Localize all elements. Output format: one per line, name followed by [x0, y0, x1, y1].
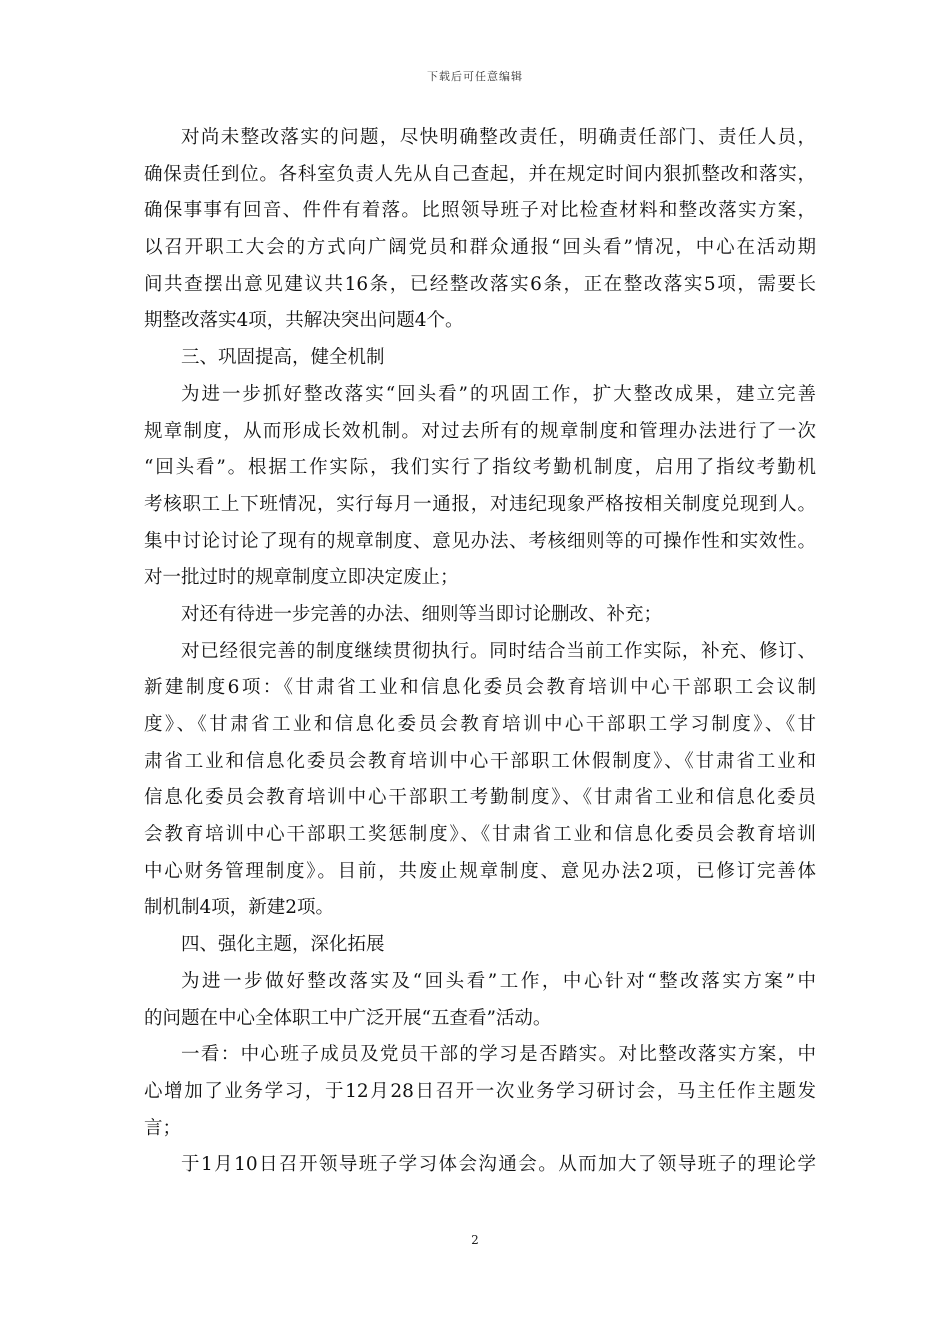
text-line: 对尚未整改落实的问题，尽快明确整改责任，明确责任部门、责任人员， — [181, 127, 816, 148]
text-line: 确保事事有回音、件件有着落。比照领导班子对比检查材料和整改落实方案， — [144, 200, 816, 222]
text-line: “回头看”。根据工作实际，我们实行了指纹考勤机制度，启用了指纹考勤机 — [144, 457, 816, 479]
text-line: 间共查摆出意见建议共16条，已经整改落实6条，正在整改落实5项，需要长 — [144, 273, 816, 295]
text-line: 信息化委员会教育培训中心干部职工考勤制度》、《甘肃省工业和信息化委员 — [144, 787, 816, 809]
text-line: 肃省工业和信息化委员会教育培训中心干部职工休假制度》、《甘肃省工业和 — [144, 750, 816, 772]
section-heading: 三、巩固提高，健全机制 — [181, 347, 385, 369]
text-line: 考核职工上下班情况，实行每月一通报，对违纪现象严格按相关制度兑现到人。 — [144, 493, 816, 515]
text-line: 期整改落实4项，共解决突出问题4个。 — [144, 310, 464, 332]
text-line: 一看：中心班子成员及党员干部的学习是否踏实。对比整改落实方案，中 — [181, 1044, 816, 1066]
text-line: 为进一步做好整改落实及“回头看”工作，中心针对“整改落实方案”中 — [181, 970, 816, 992]
body-text — [144, 120, 816, 1184]
text-line: 制机制4项，新建2项。 — [144, 897, 335, 919]
text-line: 对已经很完善的制度继续贯彻执行。同时结合当前工作实际，补充、修订、 — [181, 640, 816, 662]
text-line: 集中讨论讨论了现有的规章制度、意见办法、考核细则等的可操作性和实效性。 — [144, 530, 816, 552]
page-number: 2 — [471, 1233, 479, 1247]
page-header: 下载后可任意编辑 — [427, 70, 523, 83]
text-line: 度》、《甘肃省工业和信息化委员会教育培训中心干部职工学习制度》、《甘 — [144, 714, 816, 735]
text-line: 以召开职工大会的方式向广阔党员和群众通报“回头看”情况，中心在活动期 — [144, 237, 816, 259]
text-line: 规章制度，从而形成长效机制。对过去所有的规章制度和管理办法进行了一次 — [144, 420, 816, 442]
text-line: 对一批过时的规章制度立即决定废止； — [144, 567, 459, 589]
text-line: 言； — [144, 1117, 182, 1139]
text-line: 于1月10日召开领导班子学习体会沟通会。从而加大了领导班子的理论学 — [181, 1154, 816, 1176]
text-line: 的问题在中心全体职工中广泛开展“五查看”活动。 — [144, 1007, 552, 1029]
text-line: 心增加了业务学习，于12月28日召开一次业务学习研讨会，马主任作主题发 — [144, 1080, 816, 1102]
section-heading: 四、强化主题，深化拓展 — [181, 934, 385, 956]
text-line: 会教育培训中心干部职工奖惩制度》、《甘肃省工业和信息化委员会教育培训 — [144, 824, 816, 846]
text-line: 新建制度6项：《甘肃省工业和信息化委员会教育培训中心干部职工会议制 — [144, 677, 816, 699]
text-line: 中心财务管理制度》。目前，共废止规章制度、意见办法2项，已修订完善体 — [144, 860, 816, 882]
text-line: 对还有待进一步完善的办法、细则等当即讨论删改、补充； — [181, 603, 663, 625]
text-line: 为进一步抓好整改落实“回头看”的巩固工作，扩大整改成果，建立完善 — [181, 383, 816, 405]
text-line: 确保责任到位。各科室负责人先从自己查起，并在规定时间内狠抓整改和落实， — [144, 163, 816, 185]
